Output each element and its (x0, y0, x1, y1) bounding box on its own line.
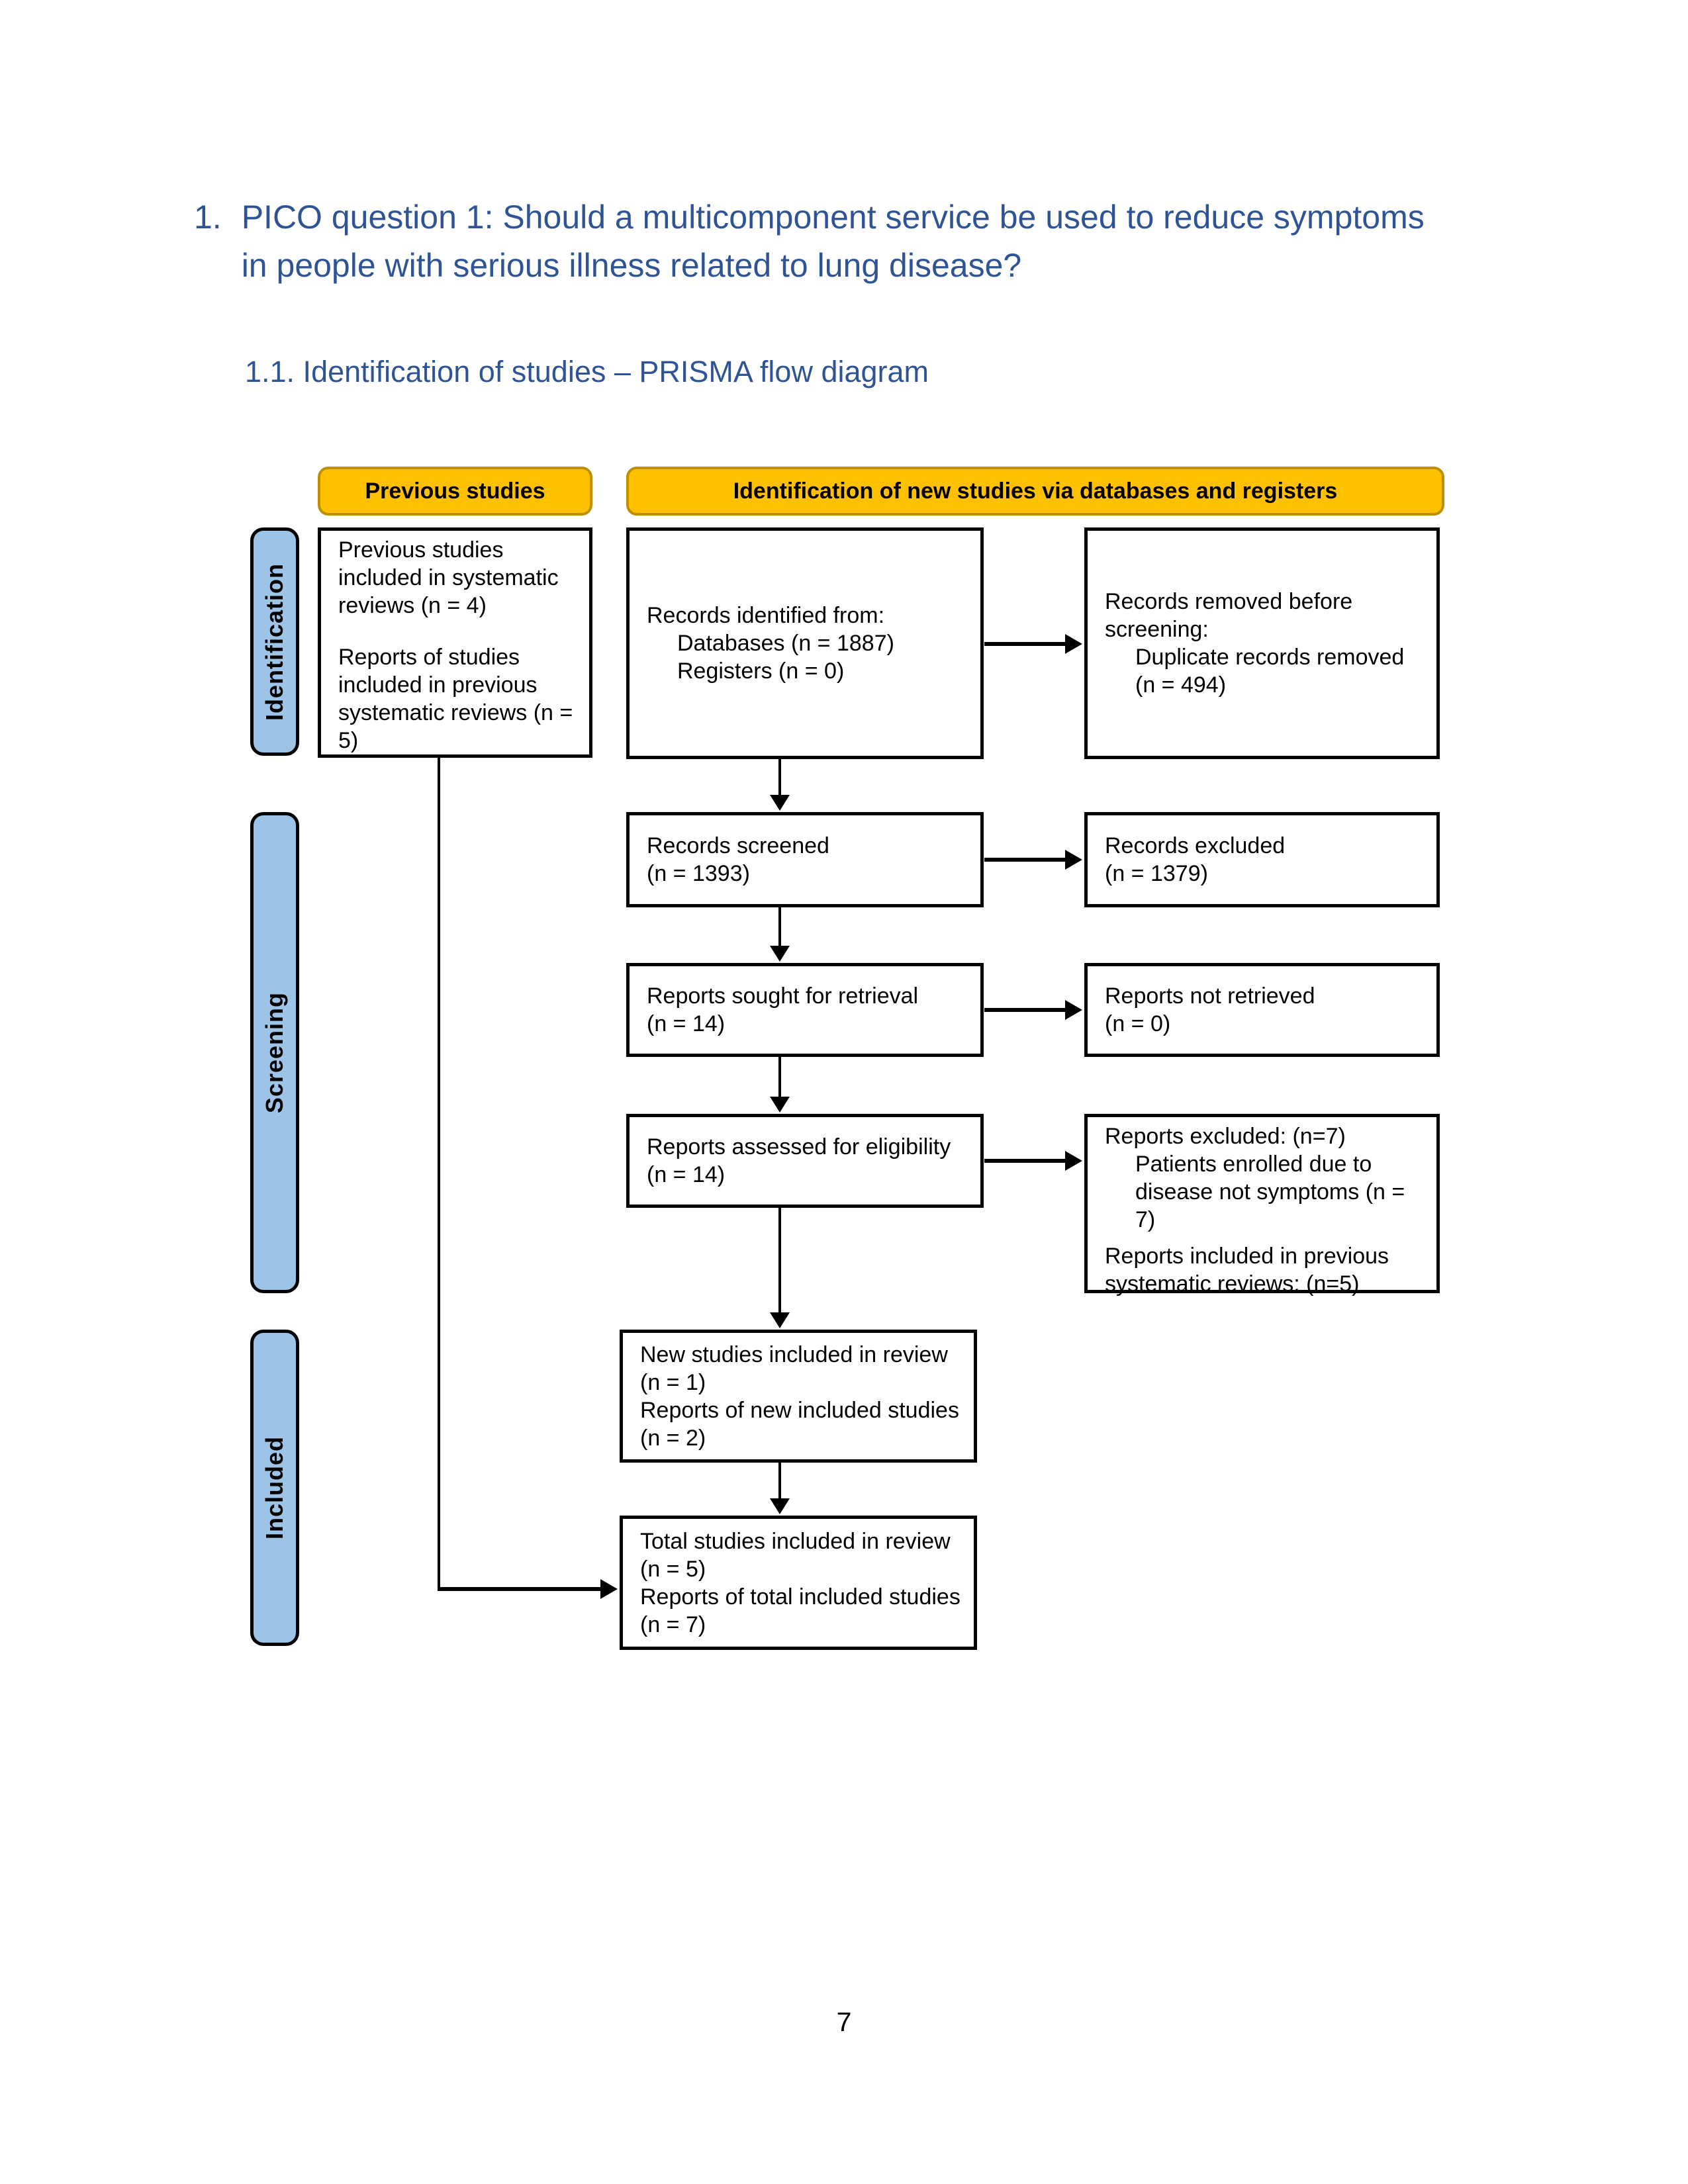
box-text-line: (n = 1379) (1105, 861, 1208, 886)
box-reports-not-retrieved (1084, 963, 1440, 1057)
box-text-line: Records screened (647, 833, 829, 858)
arrow-down-icon-assessed-to-new-studies (778, 1208, 781, 1312)
box-text-line: (n = 494) (1135, 672, 1227, 698)
box-text-line: Reports of studies included in previous systematic reviews (n = 5) (338, 645, 573, 753)
box-text-line: New studies included in review (640, 1342, 948, 1367)
box-text-line: Reports not retrieved (1105, 983, 1315, 1009)
section-heading-number: 1. (194, 199, 222, 236)
section-heading-text: PICO question 1: Should a multicomponent service be used to reduce symptoms in people with serious illness related to lung disease? (241, 199, 1425, 284)
box-text-line: Previous studies included in systematic reviews (n = 4) (338, 537, 559, 618)
box-previous-studies (318, 527, 592, 758)
box-text-line: Reports of total included studies (640, 1584, 961, 1610)
arrow-right-icon-sought-to-not-retrieved (984, 1008, 1065, 1012)
stage-label-identification-text: Identification (261, 563, 288, 721)
box-text-line: Reports of new included studies (640, 1397, 959, 1423)
box-text-line: (n = 0) (1105, 1011, 1171, 1036)
box-records-identified (626, 527, 984, 759)
box-text-line: Records removed before screening: (1105, 589, 1353, 642)
box-text-line: (n = 1) (640, 1369, 706, 1395)
box-text-line: Reports included in previous systematic reviews: (n=5) (1105, 1243, 1389, 1297)
box-text-line: (n = 2) (640, 1425, 706, 1451)
stage-label-included (250, 1330, 299, 1646)
arrow-right-icon-assessed-to-reports-excluded (984, 1159, 1065, 1163)
arrow-down-icon-identified-to-screened (778, 759, 781, 795)
box-text-line: Total studies included in review (640, 1528, 951, 1554)
box-new-studies-included (620, 1330, 977, 1463)
box-text-line: Patients enrolled due to disease not symptoms (n = 7) (1135, 1152, 1405, 1232)
column-header-previous-studies (318, 467, 592, 516)
box-reports-excluded (1084, 1114, 1440, 1297)
stage-label-screening (250, 812, 299, 1293)
box-text-line: (n = 1393) (647, 861, 750, 886)
box-text-line: Reports excluded: (n=7) (1105, 1124, 1346, 1149)
column-header-new-studies (626, 467, 1444, 516)
box-text-line: (n = 14) (647, 1011, 726, 1036)
box-text-line: Reports assessed for eligibility (647, 1134, 951, 1160)
box-text-line: Registers (n = 0) (677, 659, 845, 684)
box-text-line: (n = 5) (640, 1556, 706, 1582)
arrow-down-icon-new-to-total-studies (778, 1463, 781, 1498)
box-text-line: (n = 14) (647, 1162, 726, 1187)
connector-line-previous-to-total (438, 758, 440, 1589)
box-text-line (1105, 1214, 1430, 1242)
section-heading (194, 193, 1445, 290)
box-records-removed (1084, 527, 1440, 759)
arrow-down-icon-sought-to-assessed (778, 1057, 781, 1097)
stage-label-screening-text: Screening (261, 991, 288, 1114)
page-number: 7 (836, 2007, 852, 2037)
column-header-new-studies-label: Identification of new studies via databases and registers (733, 478, 1338, 504)
box-text-line: Records excluded (1105, 833, 1286, 858)
arrow-right-icon-identified-to-removed (984, 642, 1065, 646)
column-header-previous-studies-label: Previous studies (365, 478, 545, 504)
box-text-line: (n = 7) (640, 1612, 706, 1637)
box-text-line: Databases (n = 1887) (677, 631, 894, 656)
box-text-line (338, 615, 583, 643)
box-records-excluded (1084, 812, 1440, 907)
stage-label-included-text: Included (261, 1435, 288, 1539)
box-text-line: Duplicate records removed (1135, 645, 1405, 670)
box-text-line: Reports sought for retrieval (647, 983, 919, 1009)
box-records-screened (626, 812, 984, 907)
stage-label-identification (250, 527, 299, 756)
subsection-heading: 1.1. Identification of studies – PRISMA flow diagram (245, 355, 929, 388)
box-total-studies-included (620, 1516, 977, 1650)
box-reports-assessed (626, 1114, 984, 1208)
arrow-right-icon-screened-to-excluded (984, 858, 1065, 862)
box-reports-sought (626, 963, 984, 1057)
box-text-line: Records identified from: (647, 603, 885, 628)
arrow-down-icon-screened-to-sought (778, 907, 781, 946)
arrow-right-icon-previous-to-total-studies (438, 1587, 600, 1591)
